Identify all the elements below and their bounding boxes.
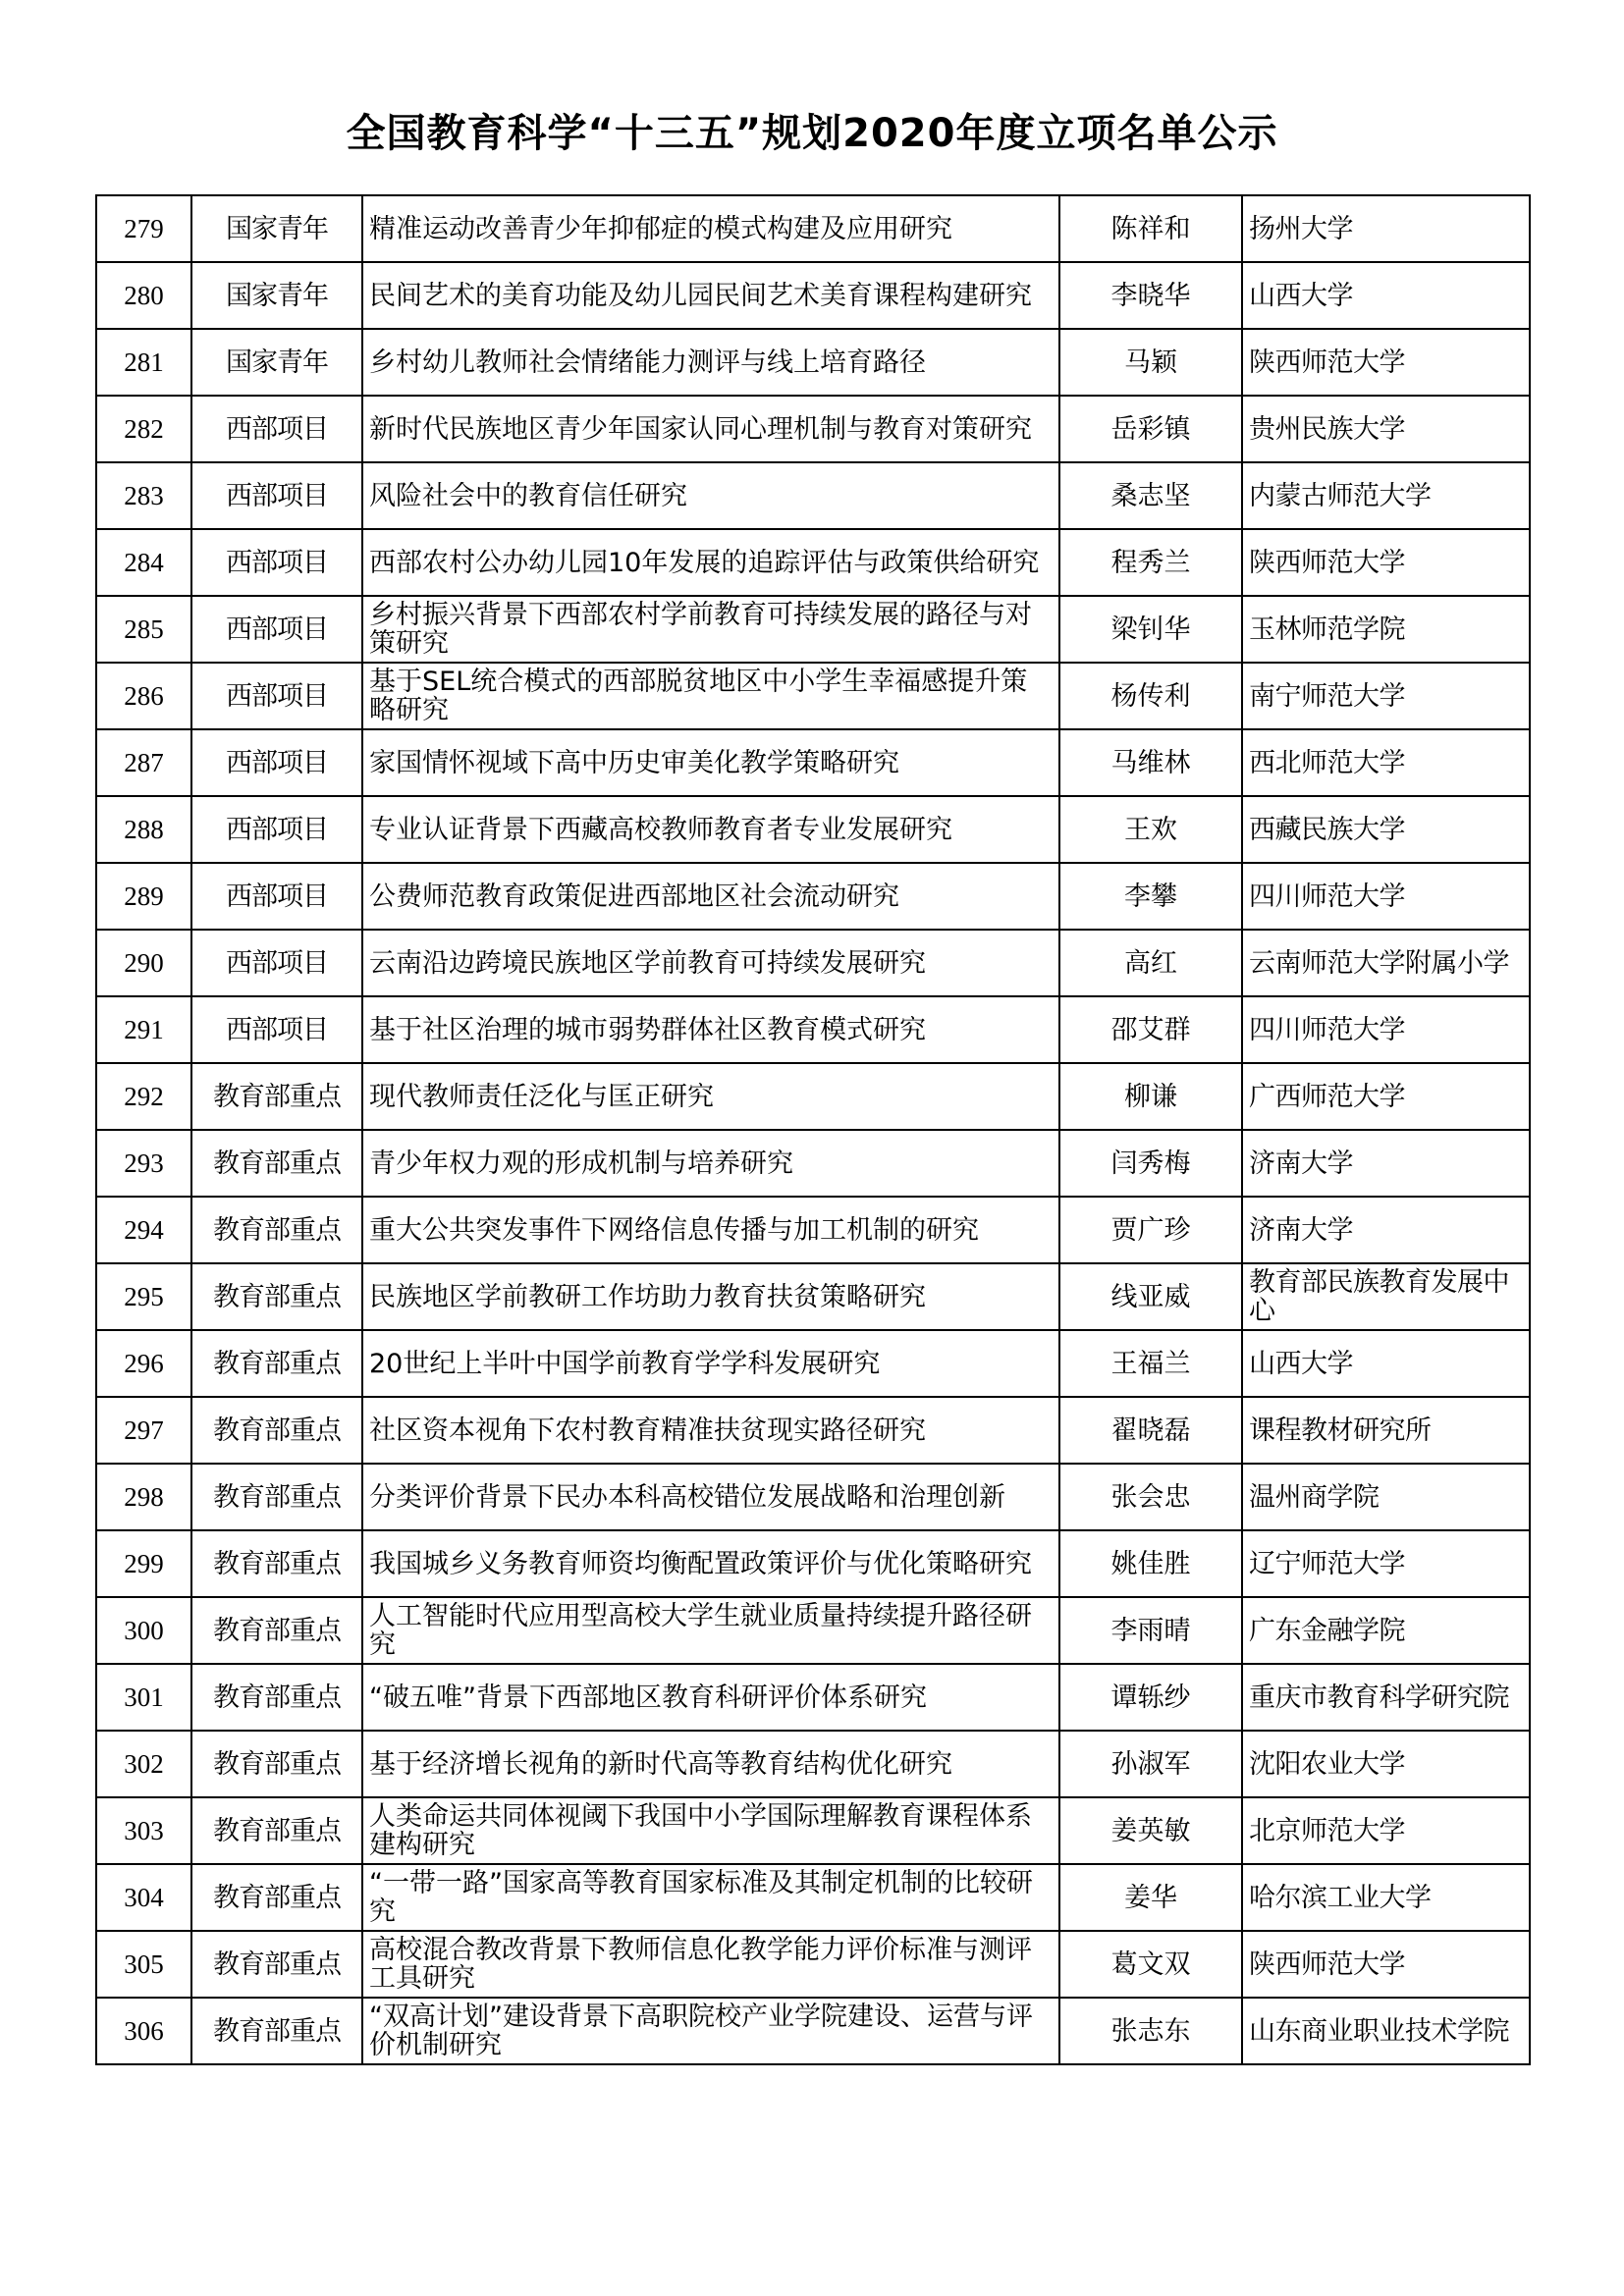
project-category: 西部项目 (191, 596, 362, 663)
row-number: 306 (96, 1998, 191, 2064)
row-number: 289 (96, 863, 191, 930)
project-organization: 贵州民族大学 (1242, 396, 1530, 462)
project-organization: 西北师范大学 (1242, 729, 1530, 796)
project-category: 教育部重点 (191, 1530, 362, 1597)
project-leader: 贾广珍 (1059, 1197, 1242, 1263)
project-title (362, 329, 1059, 396)
project-organization: 山东商业职业技术学院 (1242, 1998, 1530, 2064)
project-leader: 杨传利 (1059, 663, 1242, 729)
project-title-text: 云南沿边跨境民族地区学前教育可持续发展研究 (369, 948, 926, 978)
row-number: 293 (96, 1130, 191, 1197)
table-row (96, 1864, 1530, 1931)
project-leader: 姜英敏 (1059, 1797, 1242, 1864)
project-leader: 马维林 (1059, 729, 1242, 796)
project-category: 教育部重点 (191, 1864, 362, 1931)
project-leader: 李攀 (1059, 863, 1242, 930)
project-leader: 岳彩镇 (1059, 396, 1242, 462)
row-number: 294 (96, 1197, 191, 1263)
row-number: 299 (96, 1530, 191, 1597)
project-title (362, 1063, 1059, 1130)
project-title-text: 乡村振兴背景下西部农村学前教育可持续发展的路径与对策研究 (369, 601, 1032, 658)
project-leader: 梁钊华 (1059, 596, 1242, 663)
project-organization: 山西大学 (1242, 262, 1530, 329)
project-title-text: 分类评价背景下民办本科高校错位发展战略和治理创新 (369, 1482, 1005, 1512)
project-organization: 陕西师范大学 (1242, 529, 1530, 596)
project-category: 教育部重点 (191, 1330, 362, 1397)
project-organization: 内蒙古师范大学 (1242, 462, 1530, 529)
project-category: 教育部重点 (191, 1130, 362, 1197)
project-title-text: 20世纪上半叶中国学前教育学学科发展研究 (369, 1349, 881, 1378)
project-category: 国家青年 (191, 329, 362, 396)
project-organization: 四川师范大学 (1242, 863, 1530, 930)
project-category: 西部项目 (191, 396, 362, 462)
project-title (362, 1864, 1059, 1931)
project-leader: 陈祥和 (1059, 195, 1242, 262)
project-title (362, 195, 1059, 262)
table-row (96, 1464, 1530, 1530)
project-title (362, 1464, 1059, 1530)
table-row (96, 1931, 1530, 1998)
project-leader: 翟晓磊 (1059, 1397, 1242, 1464)
project-category: 西部项目 (191, 462, 362, 529)
project-title-text: 基于经济增长视角的新时代高等教育结构优化研究 (369, 1749, 952, 1779)
project-leader: 闫秀梅 (1059, 1130, 1242, 1197)
project-category: 教育部重点 (191, 1197, 362, 1263)
project-category: 教育部重点 (191, 1063, 362, 1130)
project-category: 教育部重点 (191, 1263, 362, 1330)
table-row (96, 1731, 1530, 1797)
project-category: 教育部重点 (191, 1464, 362, 1530)
table-row (96, 462, 1530, 529)
row-number: 288 (96, 796, 191, 863)
project-category: 教育部重点 (191, 1597, 362, 1664)
project-title (362, 1731, 1059, 1797)
project-leader: 桑志坚 (1059, 462, 1242, 529)
row-number: 279 (96, 195, 191, 262)
table-row (96, 329, 1530, 396)
project-leader: 孙淑军 (1059, 1731, 1242, 1797)
project-leader: 王福兰 (1059, 1330, 1242, 1397)
project-organization: 济南大学 (1242, 1197, 1530, 1263)
table-row (96, 1397, 1530, 1464)
project-leader: 邵艾群 (1059, 996, 1242, 1063)
project-organization: 广东金融学院 (1242, 1597, 1530, 1664)
project-leader: 王欢 (1059, 796, 1242, 863)
project-title (362, 996, 1059, 1063)
table-row (96, 1330, 1530, 1397)
project-title (362, 396, 1059, 462)
project-leader: 程秀兰 (1059, 529, 1242, 596)
project-leader: 姚佳胜 (1059, 1530, 1242, 1597)
project-organization: 广西师范大学 (1242, 1063, 1530, 1130)
project-category: 西部项目 (191, 796, 362, 863)
project-title (362, 1664, 1059, 1731)
table-row (96, 529, 1530, 596)
table-row (96, 1263, 1530, 1330)
project-title (362, 1998, 1059, 2064)
project-leader: 张会忠 (1059, 1464, 1242, 1530)
project-title-text: 现代教师责任泛化与匡正研究 (369, 1082, 714, 1111)
project-organization: 重庆市教育科学研究院 (1242, 1664, 1530, 1731)
row-number: 281 (96, 329, 191, 396)
project-leader: 马颖 (1059, 329, 1242, 396)
project-leader: 李晓华 (1059, 262, 1242, 329)
project-title-text: 基于SEL统合模式的西部脱贫地区中小学生幸福感提升策略研究 (369, 667, 1028, 724)
project-leader: 高红 (1059, 930, 1242, 996)
row-number: 298 (96, 1464, 191, 1530)
project-title-text: 社区资本视角下农村教育精准扶贫现实路径研究 (369, 1415, 926, 1445)
project-title (362, 596, 1059, 663)
table-row (96, 596, 1530, 663)
project-title-text: 人类命运共同体视阈下我国中小学国际理解教育课程体系建构研究 (369, 1802, 1032, 1859)
row-number: 305 (96, 1931, 191, 1998)
row-number: 283 (96, 462, 191, 529)
project-title (362, 1797, 1059, 1864)
table-row (96, 1063, 1530, 1130)
project-title (362, 1530, 1059, 1597)
row-number: 287 (96, 729, 191, 796)
project-title (362, 663, 1059, 729)
project-category: 西部项目 (191, 529, 362, 596)
project-organization: 哈尔滨工业大学 (1242, 1864, 1530, 1931)
table-row (96, 663, 1530, 729)
project-category: 西部项目 (191, 729, 362, 796)
table-row (96, 262, 1530, 329)
table-row (96, 729, 1530, 796)
row-number: 292 (96, 1063, 191, 1130)
table-row (96, 195, 1530, 262)
project-category: 教育部重点 (191, 1797, 362, 1864)
project-title (362, 1397, 1059, 1464)
project-title (362, 1597, 1059, 1664)
project-leader: 张志东 (1059, 1998, 1242, 2064)
row-number: 286 (96, 663, 191, 729)
project-title-text: 高校混合教改背景下教师信息化教学能力评价标准与测评工具研究 (369, 1936, 1032, 1993)
project-leader: 姜华 (1059, 1864, 1242, 1931)
project-category: 西部项目 (191, 930, 362, 996)
row-number: 295 (96, 1263, 191, 1330)
project-title-text: 人工智能时代应用型高校大学生就业质量持续提升路径研究 (369, 1602, 1032, 1659)
row-number: 280 (96, 262, 191, 329)
table-row (96, 396, 1530, 462)
table-row (96, 1797, 1530, 1864)
row-number: 303 (96, 1797, 191, 1864)
project-title-text: 精准运动改善青少年抑郁症的模式构建及应用研究 (369, 214, 952, 243)
row-number: 296 (96, 1330, 191, 1397)
project-table (95, 194, 1531, 2065)
table-row (96, 1130, 1530, 1197)
project-organization: 北京师范大学 (1242, 1797, 1530, 1864)
project-title (362, 930, 1059, 996)
project-organization: 扬州大学 (1242, 195, 1530, 262)
project-title (362, 1263, 1059, 1330)
project-category: 国家青年 (191, 195, 362, 262)
project-organization: 南宁师范大学 (1242, 663, 1530, 729)
row-number: 300 (96, 1597, 191, 1664)
row-number: 282 (96, 396, 191, 462)
project-leader: 李雨晴 (1059, 1597, 1242, 1664)
project-title (362, 1330, 1059, 1397)
project-title-text: 西部农村公办幼儿园10年发展的追踪评估与政策供给研究 (369, 548, 1040, 577)
project-table-body (96, 195, 1530, 2064)
table-row (96, 1597, 1530, 1664)
table-row (96, 796, 1530, 863)
row-number: 284 (96, 529, 191, 596)
project-category: 教育部重点 (191, 1998, 362, 2064)
project-category: 西部项目 (191, 863, 362, 930)
row-number: 290 (96, 930, 191, 996)
row-number: 302 (96, 1731, 191, 1797)
table-row (96, 996, 1530, 1063)
project-title (362, 1130, 1059, 1197)
row-number: 297 (96, 1397, 191, 1464)
table-row (96, 1197, 1530, 1263)
project-category: 教育部重点 (191, 1397, 362, 1464)
project-title (362, 529, 1059, 596)
project-title-text: “一带一路”国家高等教育国家标准及其制定机制的比较研究 (369, 1869, 1033, 1926)
project-title-text: “双高计划”建设背景下高职院校产业学院建设、运营与评价机制研究 (369, 2002, 1033, 2059)
project-title-text: 公费师范教育政策促进西部地区社会流动研究 (369, 881, 899, 911)
project-title (362, 462, 1059, 529)
project-title-text: 风险社会中的教育信任研究 (369, 481, 687, 510)
table-row (96, 1998, 1530, 2064)
project-title-text: 重大公共突发事件下网络信息传播与加工机制的研究 (369, 1215, 979, 1245)
project-category: 西部项目 (191, 996, 362, 1063)
project-organization: 西藏民族大学 (1242, 796, 1530, 863)
project-category: 教育部重点 (191, 1731, 362, 1797)
table-row (96, 863, 1530, 930)
project-title (362, 729, 1059, 796)
project-title (362, 1931, 1059, 1998)
project-title-text: 民间艺术的美育功能及幼儿园民间艺术美育课程构建研究 (369, 281, 1032, 310)
project-organization: 教育部民族教育发展中心 (1242, 1263, 1530, 1330)
project-category: 西部项目 (191, 663, 362, 729)
row-number: 285 (96, 596, 191, 663)
project-category: 教育部重点 (191, 1664, 362, 1731)
project-organization: 济南大学 (1242, 1130, 1530, 1197)
project-title-text: 青少年权力观的形成机制与培养研究 (369, 1148, 793, 1178)
row-number: 301 (96, 1664, 191, 1731)
project-leader: 柳谦 (1059, 1063, 1242, 1130)
project-title-text: 家国情怀视域下高中历史审美化教学策略研究 (369, 748, 899, 777)
project-title (362, 1197, 1059, 1263)
project-organization: 云南师范大学附属小学 (1242, 930, 1530, 996)
project-organization: 陕西师范大学 (1242, 329, 1530, 396)
project-leader: 线亚威 (1059, 1263, 1242, 1330)
project-organization: 沈阳农业大学 (1242, 1731, 1530, 1797)
project-organization: 课程教材研究所 (1242, 1397, 1530, 1464)
project-organization: 辽宁师范大学 (1242, 1530, 1530, 1597)
project-organization: 山西大学 (1242, 1330, 1530, 1397)
project-title (362, 262, 1059, 329)
page-title: 全国教育科学“十三五”规划2020年度立项名单公示 (346, 111, 1278, 156)
project-leader: 葛文双 (1059, 1931, 1242, 1998)
row-number: 291 (96, 996, 191, 1063)
project-organization: 温州商学院 (1242, 1464, 1530, 1530)
project-title (362, 863, 1059, 930)
project-category: 国家青年 (191, 262, 362, 329)
project-organization: 陕西师范大学 (1242, 1931, 1530, 1998)
project-leader: 谭轹纱 (1059, 1664, 1242, 1731)
project-title-text: 乡村幼儿教师社会情绪能力测评与线上培育路径 (369, 347, 926, 377)
project-title-text: 我国城乡义务教育师资均衡配置政策评价与优化策略研究 (369, 1549, 1032, 1578)
project-title-text: 民族地区学前教研工作坊助力教育扶贫策略研究 (369, 1282, 926, 1311)
row-number: 304 (96, 1864, 191, 1931)
project-title (362, 796, 1059, 863)
project-category: 教育部重点 (191, 1931, 362, 1998)
project-title-text: 专业认证背景下西藏高校教师教育者专业发展研究 (369, 815, 952, 844)
table-row (96, 1664, 1530, 1731)
project-organization: 四川师范大学 (1242, 996, 1530, 1063)
project-title-text: 新时代民族地区青少年国家认同心理机制与教育对策研究 (369, 414, 1032, 444)
table-row (96, 1530, 1530, 1597)
project-title-text: “破五唯”背景下西部地区教育科研评价体系研究 (369, 1682, 927, 1712)
table-row (96, 930, 1530, 996)
project-organization: 玉林师范学院 (1242, 596, 1530, 663)
project-title-text: 基于社区治理的城市弱势群体社区教育模式研究 (369, 1015, 926, 1044)
